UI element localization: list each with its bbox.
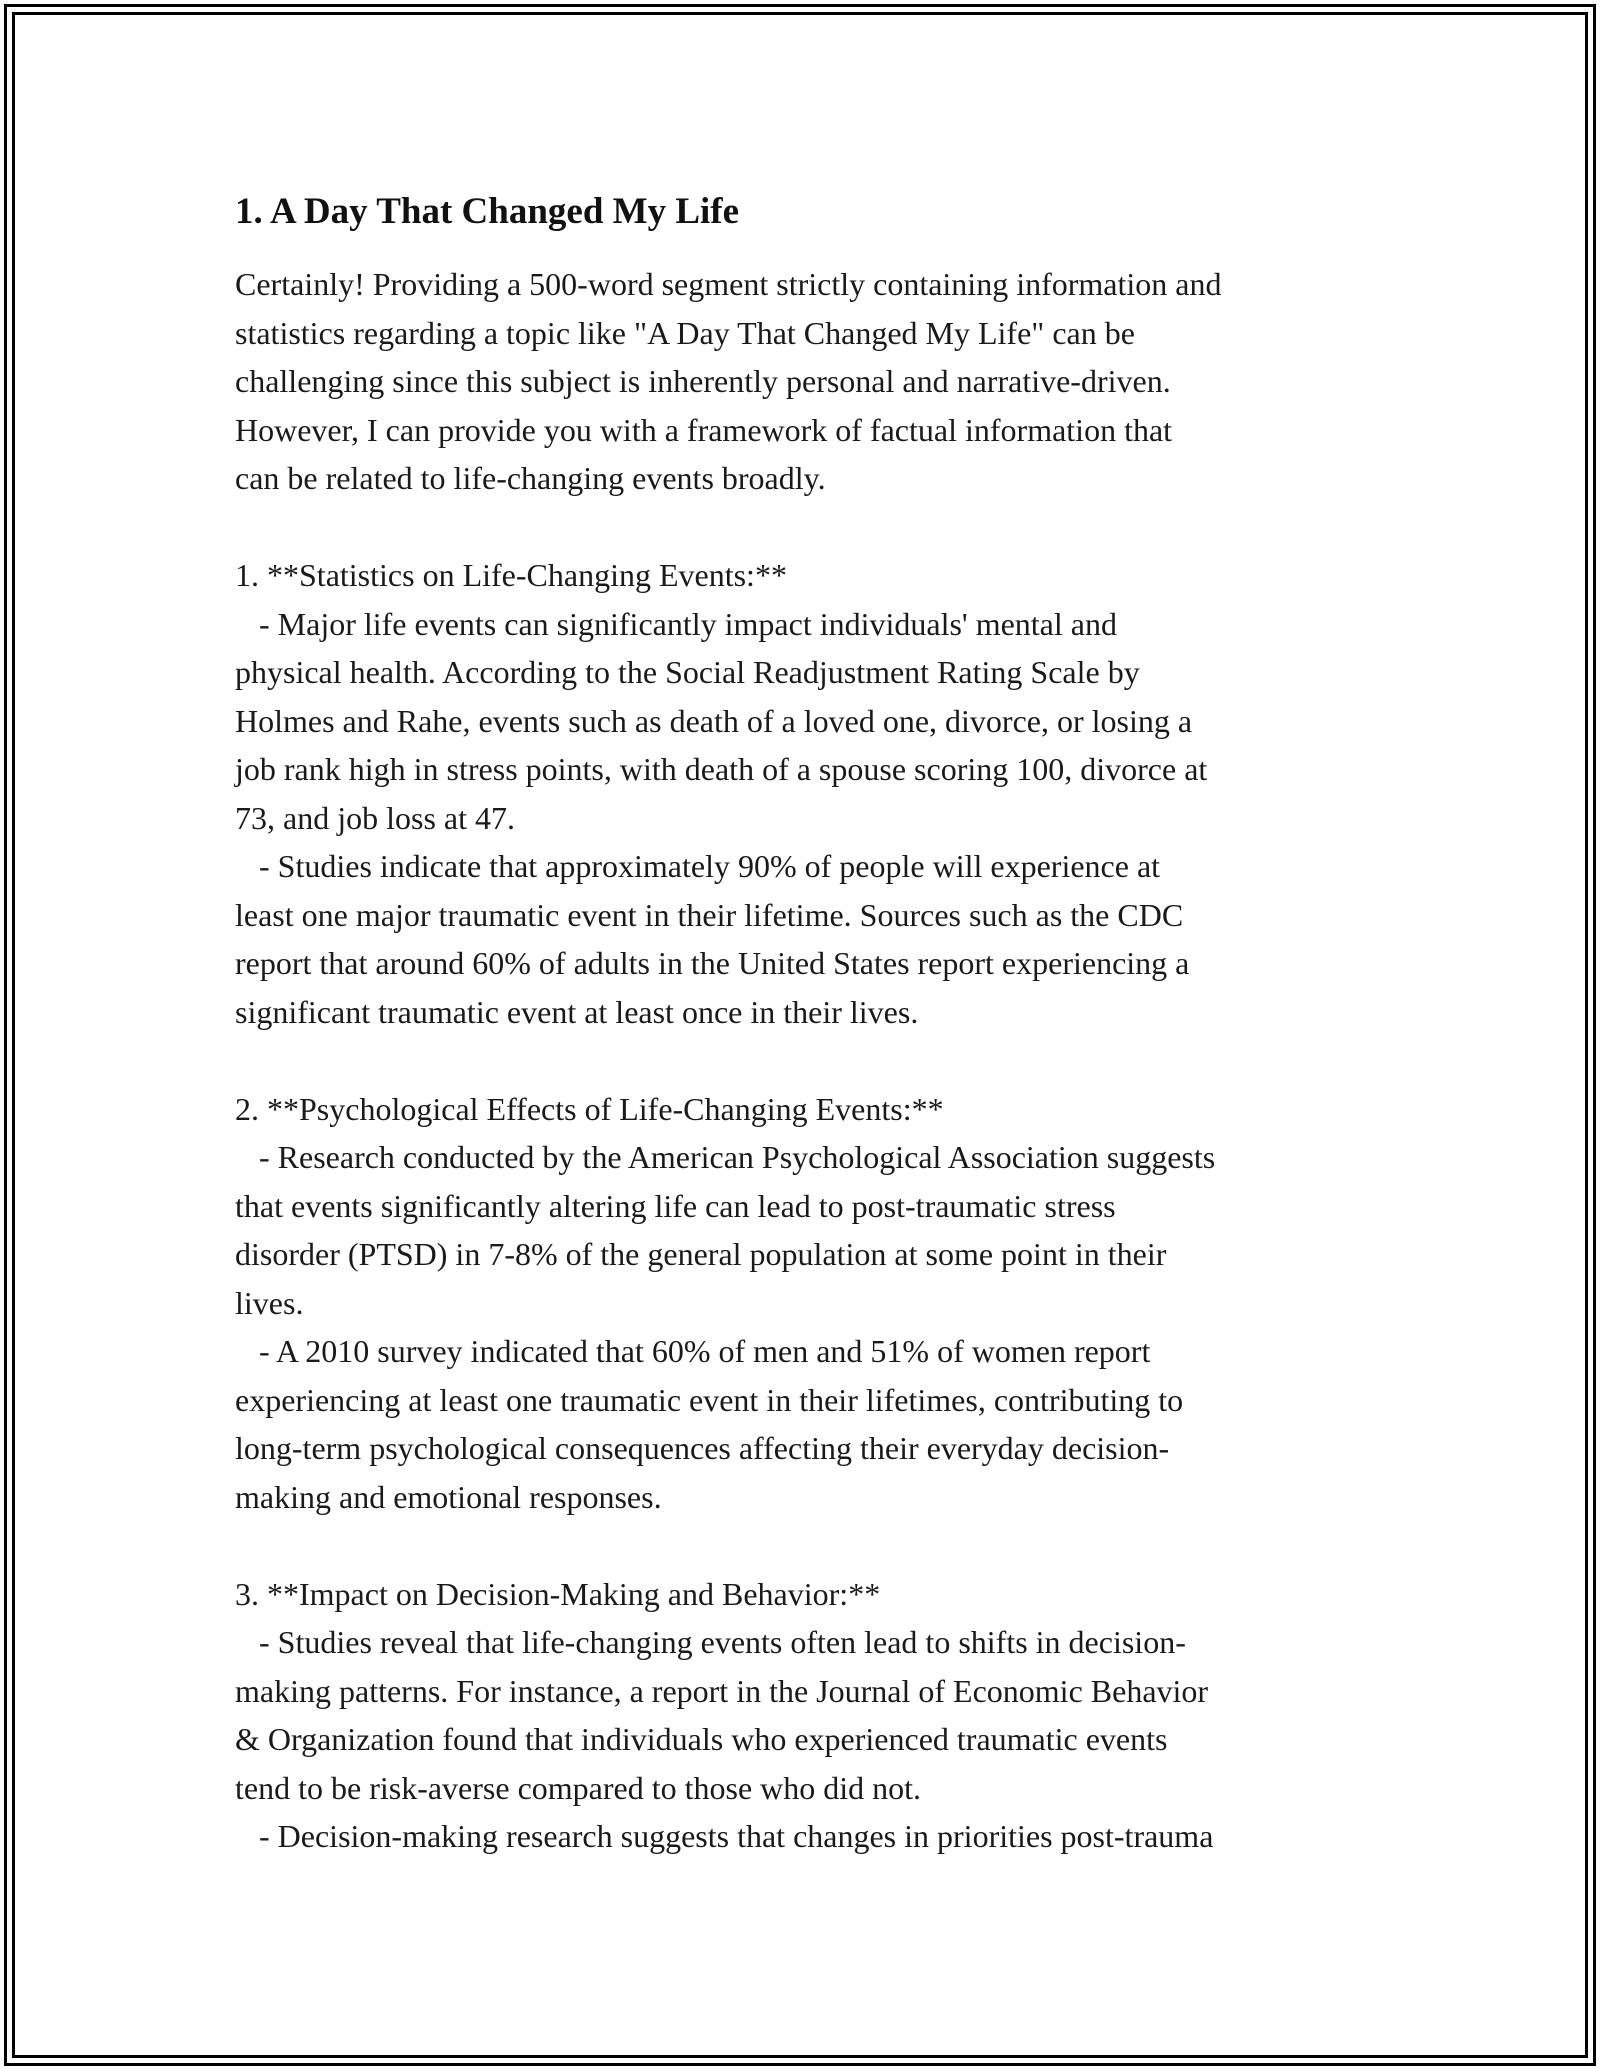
section-decision-making xyxy=(235,1570,1385,1861)
section-statistics xyxy=(235,551,1385,1036)
document-body xyxy=(235,186,1385,1861)
document-title: 1. A Day That Changed My Life xyxy=(235,191,740,232)
section-heading: 2. **Psychological Effects of Life-Changing Events:** xyxy=(235,1090,944,1127)
bullet-item: - Studies indicate that approximately 90% of people will experience at least one major traumatic event in their lifetime. Sources such as the CDC report that around 60% of adults in the United States report experiencing a significant traumatic event at least once in their lives. xyxy=(235,848,1190,1030)
bullet-item: - A 2010 survey indicated that 60% of men and 51% of women report experiencing at least one traumatic event in their lifetimes, contributing to long-term psychological consequences affecting their everyday decision- making and emotional responses. xyxy=(235,1333,1184,1515)
intro-paragraph: Certainly! Providing a 500-word segment strictly containing information and statistics regarding a topic like "A Day That Changed My Life" can be challenging since this subject is inherently personal and narrative-driven. However, I can provide you with a framework of factual information that can be related to life-changing events broadly. xyxy=(235,266,1222,496)
bullet-item: - Research conducted by the American Psychological Association suggests that events significantly altering life can lead to post-traumatic stress disorder (PTSD) in 7-8% of the general population at some point in their lives. xyxy=(235,1139,1216,1321)
bullet-item: - Decision-making research suggests that changes in priorities post-trauma xyxy=(235,1818,1214,1854)
section-heading: 3. **Impact on Decision-Making and Behavior:** xyxy=(235,1575,881,1612)
bullet-item: - Studies reveal that life-changing events often lead to shifts in decision- making patterns. For instance, a report in the Journal of Economic Behavior & Organization found that individuals who experienced traumatic events tend to be risk-averse compared to those who did not. xyxy=(235,1624,1209,1806)
bullet-item: - Major life events can significantly impact individuals' mental and physical health. According to the Social Readjustment Rating Scale by Holmes and Rahe, events such as death of a loved one, divorce, or losing a job rank high in stress points, with death of a spouse scoring 100, divorce at 73, and job loss at 47. xyxy=(235,605,1208,836)
section-heading: 1. **Statistics on Life-Changing Events:** xyxy=(235,557,787,593)
section-psychological-effects xyxy=(235,1085,1385,1522)
